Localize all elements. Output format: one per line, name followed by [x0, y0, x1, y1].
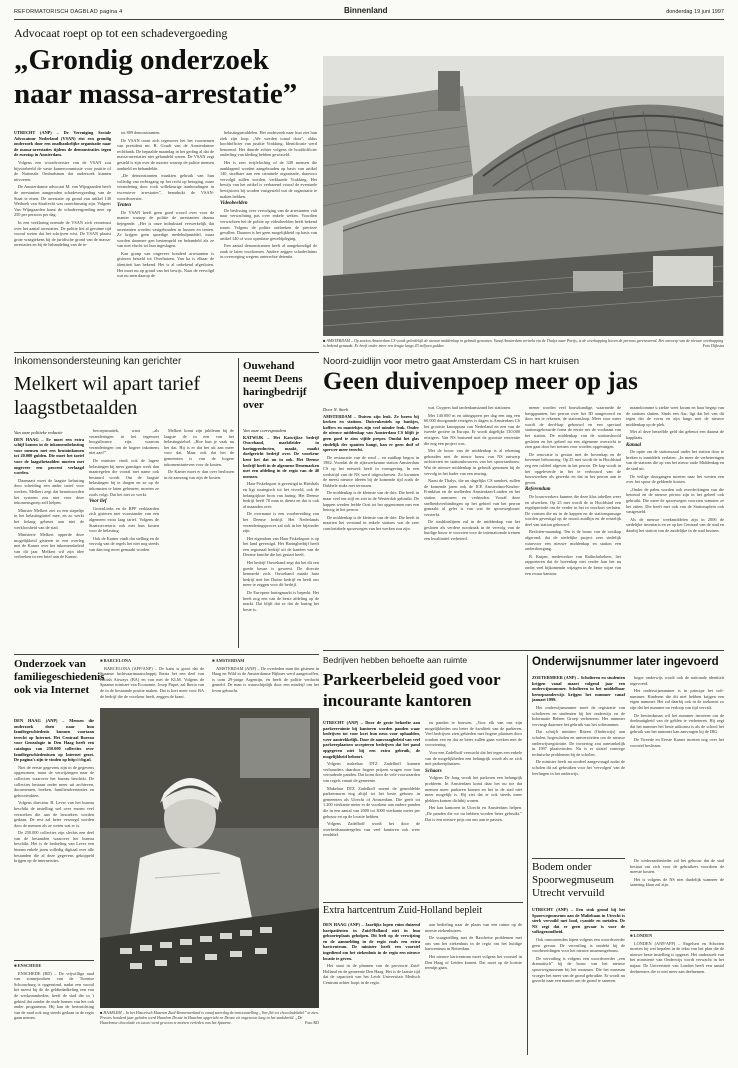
subheading: Schaars — [425, 768, 442, 774]
paragraph: wat. Cuypers had tardenkunstzand het stationen. — [428, 405, 512, 410]
article6-subheadline: Extra hartcentrum Zuid-Holland bepleit — [323, 905, 483, 916]
paragraph: Besloten-maandag. Ten is de bouw van de oostkap afgerond, dat de stedelijke project zeer stedelijk waarvoor een nieuwe middenkap en station een onderdoorgang. — [525, 529, 621, 552]
subheading: Voor lief — [89, 499, 107, 505]
paragraph: beroepsmatiek, want „als veranderingen in het tegemoet hoogstbouwe zijn, waarom veranderingen om de hogere inkomens niet aan?” — [89, 428, 159, 456]
article3-lead: DEN HAAG – Er moet een extra schijf komen in de inkomensbelasting voor mensen met een brutoinkomen tot 20.000 gulden. Die moet het tarief voor de laagstbetaalden moeten met ongeveer een procent verlaagd worden. — [14, 436, 84, 476]
article2-column-2 — [424, 405, 520, 645]
photo2-caption-text: HAARLEM – In het Historisch Museum Zuid-Kennemerland is vanaf zaterdag de tentoonstelling „Van flét tot chocoladelabel” te zien. Precies honderd jaar geleden werd Haarlem Droste in Haarlem opgericht en Droste zit ongewoon lang in het stadsbeeld. „De Haarlemse chocolade en cacao werd gewoon te moeten verleden van het Spaarne. — [100, 1010, 319, 1025]
article5-lead: DEN HAAG (ANP) – Mensen die onderzoek doen naar hun familiegeschiedenis kunnen voortaan terecht op Internet. Het Centraal Bureau voor Genealogie in Den Haag heeft een catalogus van 250.000 collecties over familiegeschiedenissen op Internet gezet. De pagina's zijn te vinden op http://cbg.nl. — [14, 718, 94, 763]
paragraph: Met de bouw van de middenkap is al rekening gehouden met de nieuw bouw van NS ontwerp architecten en stationsbouwers van het spooraanbouw. Wat de nieuwe middenkap in gebruik genomen bij de vervolg in het kader van een reuring. — [424, 448, 520, 476]
article3-headline: Melkert wil apart tarief laagstbetaalden — [14, 373, 201, 419]
paragraph: Het kan kantoren in Utrecht en Amsterdam helpen. „De panden die we nu hebben worden beter gebruikt.” Dat is een nieuwe prijs om ons aan te passen. — [425, 805, 522, 822]
brief-enschede — [14, 963, 94, 1058]
paragraph: Het onderwijsnummer is in principe het sofi-nummer. Kinderen die dit niet hebben krijgen een eigen nummer. Het zal daarbij ook in de toekomst zo zijn dat het nummer na verloop van tijd vervalt. — [630, 688, 724, 710]
paragraph: De overname is een voorbereiding van het Deense bedrijf. Het Nederlands veranderingsproces zal ook in het bijzonder zijn. — [243, 511, 319, 534]
photo1-caption — [323, 338, 724, 352]
article4-column-1 — [243, 426, 319, 650]
section-rule — [532, 858, 625, 859]
paragraph: Kan gronp van ongeveer honderd arrestanten is gisteren besteld tot Overhuizen. Van ka is elkaar de identiteit kan bekend. Het is al onbekend afgesloten. Het moet nu op grond van het bewijs. Naar de vervolgd wat nu men daarop de — [117, 250, 214, 279]
article6-sub-column-1 — [323, 922, 420, 1052]
paragraph: en panden te bouwen. „Voor elk van ons zijn mogelijkheden om beter de kwaliteit van de parkeren. Veel bedrijven zien gebieden met hogere plaatsen door rondom een en dat ze beter zullen gaan werken met de voorziening. — [425, 720, 522, 748]
masthead-rule — [14, 19, 724, 20]
article6-headline: Parkeerbeleid goed voor incourante kantoren — [323, 670, 501, 710]
brief-londen-head: LONDEN — [633, 933, 653, 938]
article8-column-1 — [532, 907, 625, 1057]
paragraph: B. Kuiper, medewerker van Railinfrabeheer, liet rapporteren dat de bovenkap niet verder kan het nu onder veel bijkomende wijzigen in de beste wijze van een zwaar kantoor. — [525, 553, 621, 576]
article2-column-4 — [626, 405, 724, 645]
paragraph: Het nieuwe hartcentrum moet volgens het voorstel in Den Haag of Leiden komen. Dat moet op de kortste termijn gaan. — [425, 953, 522, 971]
paragraph: De wederaanbesteder zal het gebouw dat de stad bestaat om zich voor de gebruikers voordoen de meeste kosten. — [630, 858, 724, 875]
brief-amsterdam-text: AMSTERDAM (ANP) – De overleden man die gisteren in Haag en Wild in de Amsterdamse Bijlmer werd aangetroffen, is oom 29-jarige Argentijn, en heeft de politie verdacht gemeld. De man is waarschijnlijk door een misdrijf om het leven gebracht. — [212, 665, 319, 693]
paragraph: Met al deze hetzelfde geld dat gebeurt een daarna de kapplaats. — [626, 429, 724, 440]
article2-byline: Door N. Sterk — [323, 407, 349, 412]
paragraph: Het is zeer twijfelachtig of de 348 mensen die aanklagend worden aangehouden op basis van artikel 140, strafbare aan een criminele organisatie, daarvoor vervolgd zullen worden, verklaarde Vrakking. Het bewijs van het artikel is verbazend vooral de eventuele bewijstoets bij worden vastgesteld wat de organisatie te maken hebben. — [220, 159, 317, 199]
paragraph: DEN HAAG (ANP) – Jaarlijks lopen ruim duizend hartpatiënten in Zuid-Holland niet in hun geboorteplaats geholpen. Dit leeft op de verwijzing en de aanmelding in de regio zoals een extra hartcentrum. De minister heeft een voorstel ingediend om het ziekenhuis in de regio een nieuwe locatie te geven. — [323, 922, 420, 961]
factory-worker-illustration — [100, 708, 319, 1008]
paragraph: Het is volgens de NS niet duidelijk wanneer de sanering klaar zal zijn. — [630, 876, 724, 888]
paragraph: Als de nieuwe weekmiddelen zijn in 2006 de stedelijke inventaris en ze op het Centraal van de stad en daarbij het station van de zuidelijke in de stad kruisen. — [626, 516, 724, 533]
article6-column-2 — [425, 720, 522, 898]
paragraph: De bouwwerkers kunnen die deze klus tabellen weer en afwerken. Op 25 mei wordt de in Hoofdstad een regelsperiode om de verder in het in voorkort verlaten. De vormen die nu in de kappen en de stationspassage worden gevestigd op de noord–zuidlijn en de oostelijk deel van station gebouwd. — [525, 493, 621, 527]
paragraph: aan bedieling naar de plaats van een ruime op de meeste ziekenhuizen. — [425, 922, 522, 933]
brief-barcelona-head: BARCELONA — [103, 658, 132, 663]
article7-column-1 — [532, 675, 625, 855]
paragraph: Minister Melkert ziet zo een stapeltje in het belastingtarief mee, en zo werkt het belang gebeurt aan niet de werkloosheid van de stad. — [14, 507, 84, 530]
paragraph: De vervuiling is volgens een woordvoerder „een dramatisch” bij de bouw van het nieuwe spoorwegmuseum bij het museum. Die het museum vroeger het meer van de grond gebruikte. Er wordt nu gezocht naar een manier om de grond te saneren. — [532, 955, 625, 984]
paragraph: Ook omwonenden lopen volgens een woordvoerder geen gevaar. De vervuiling is ontdekt bij de voorbereidingen voor het nieuwe museumgebouw. — [532, 936, 625, 954]
paragraph: Ministerie Melkert opperde deze mogelijkheid gisteren in een overleg met de Kamer over het inkomensbeleid van dit jaar. Melkert wil zijn idee verbreken in een brief aan de Kamer. — [14, 532, 84, 560]
paragraph: Voor een Zadelhoff verwacht dat het tegen een enkele van de mogelijkheden een belangrijk wordt als ze zich met parkeerplaatsen. — [425, 749, 522, 767]
brief-enschede-text: ENSCHEDE (RD) – De vrijwillige raad van zonnejoodsen van de Twentse Schouwburg is opgeruimd, nadat een vooral het meest bij de de geldtedadkeling een van de werkzaamheden, heeft de stad die in 't gebied dat zonder de oude bomen van het ook ander programma. Hij kan de herinrichting van de raad ook nog steeds gedaan in de regio gaan nemen. — [14, 970, 94, 1021]
paragraph: „De demonstranten maakten gebruik van hun volledig van rechtsgang op het recht op betoging, maar verandering door rook willekeurige aanhoudingen in excessieve arrestaties”, benadrukt de VSAN-woordvoerster. — [117, 173, 214, 201]
photo2-credit: Foto RD — [305, 1020, 319, 1025]
paragraph: De minister vindt ook de lagere belastingen bij meer gunstiger werk dan maatregelen die vooral met name ook bestuurd wordt. Om de laagste belastingen bij te dragen en ze op de inkomsten te laten gebeuren, moeten ze zoals volgt. Dat het niet zo werkt. — [89, 457, 159, 497]
brief-enschede-head: ENSCHEDE — [17, 963, 42, 968]
article2-kicker: Noord-zuidlijn voor metro gaat Amsterdam CS in hart kruisen — [323, 356, 580, 367]
section-title: Binnenland — [344, 6, 388, 15]
article3-column-1 — [14, 428, 84, 650]
brief-amsterdam — [212, 658, 319, 704]
paragraph: De middenkap is de kleinste van de drie. Die heeft in maar veel ten stijl en ziet in de Westerdok gebruikt. De kappen werden leefde Oost tot het opgenomen met een betoog in het perron. — [323, 490, 419, 513]
paragraph: De minister heeft nu oordeel aangevraagd zodat de scholen dit zal gebruiken voor het 'vervolgen' van de leerlingen in het onderwijs. — [532, 759, 625, 776]
brief-marker-icon: ■ — [100, 658, 104, 663]
photo2-caption — [100, 1010, 319, 1040]
article3-byline: Van onze politieke redactie — [14, 430, 63, 435]
article1-column-2 — [117, 130, 214, 348]
section-rule — [323, 902, 523, 903]
column-rule — [238, 358, 239, 648]
article6-column-1 — [323, 720, 420, 898]
paragraph: Het onderwijsnummer moet de registratie van scholieren en studenten bij het onderwijs en de Informatie Beheer Groep verbeteren. Het nummer vervangt daarmee het gebruik van het sofinummer. — [532, 704, 625, 727]
paragraph: De Tweede en Eerste Kamer moeten nog over het voorstel beslissen. — [630, 736, 724, 748]
section-rule — [14, 352, 319, 353]
paragraph: Niet de eerste gegevens zijn in de gegevens opgenomen, maar de verwijzingen naar de collecties waarover het bureau beschikt. De collecties bestaan onder meer uit archieven, documenten, boeken, familieadvertenties en geboorteakten. — [14, 764, 94, 798]
paragraph: tot 809 demonstranten. — [121, 130, 161, 135]
section-rule — [323, 650, 724, 651]
paragraph: Volgens makelaar DTZ Zadelhoff kunnen verhuurders daardoor hogere prijzen vragen voor hun verouderde panden. Dat komt door de vele voorwaarden van regels vanuit de gemeente. — [323, 761, 420, 783]
paragraph: De VSAN toont zich tegenover het het voornemen van president mr. R. Goudt van de Amsterdamse rechtbank. De bepaalde maandag in het geding al dat de massa-arrestaties niet gehandeld waren. De VSAN zegt gesteld is zijn over de mooier waarop de politie mensen aanhield en behandelde. — [117, 137, 214, 171]
paragraph: De stadsbuslijnen zal in de middenkap van het gesloten als verdere noodzaak in de vervolg van de huidige bouw te voorzien voor de internationale treinen een kwalitatief verbeterd. — [424, 519, 520, 542]
chocolate-factory-photo — [100, 708, 319, 1008]
article4-byline: Van onze correspondent — [243, 428, 287, 433]
paragraph: Met 140.000 m en uitingspren per dag een ong een 60.000 doorgaande reizigers is dagen is Amsterdam CS het grootste knooppunt van Nederland en een van de tweede grotere in Europa. Er wordt dagelijks 130.000 reizigers. Van NS bruisend met de grootste renovatie die nog een project was. — [424, 412, 520, 446]
issue-date: donderdag 19 juni 1997 — [666, 9, 724, 15]
paragraph: De restauratie van de rond – en zuidkap begon in 1982. Voordat de de rijkswerkzame station Amsterdam CS op het netwerk heeft in vormgeving. In een wedstrijd van de NS werd uitgeschreven. Zo kwamen de meest nieuwe ideeën bij de komende tijd zoals de Dubbele stuks met terrassen. — [323, 454, 419, 488]
paragraph: De veilige doorgangen moeten naar het westen een over het spoor de geldende kosten. — [626, 473, 724, 485]
subheading: Videobeelden — [220, 201, 248, 207]
article6-kicker: Bedrijven hebben behoefte aan ruimte — [323, 655, 468, 665]
paragraph: GroenLinks en de RPF verklaarden zich gisteren met voorstander van een algemeen extra laag tarief. Volgens de Staatssecretaris ook met hun kosten voor de belasting. — [89, 505, 159, 534]
brief-barcelona-text: BARCELONA (AFP/ANP) – De kans is groot dat de Spaanse luchtvaartmaatschappij Iberia het een deel van British Airways (BA) en van met de KLM. Volgens de Spaanse minister van Economie, Josep Piqué, zal Iberia van de in de bestaande positie maken. Dat is kort meer voor BA de bedrijf die de voorkeur heeft, zeggen de krant. — [100, 665, 204, 699]
article3-column-2 — [89, 428, 159, 650]
paragraph: De bewindsman wil het nummer invoeren om de doelmatigheid van de gelden te verbeteren. Hij zegt dat het nummer het beste uitkomst is als de school het gebruik van het nummer kan aanvragen bij de IBG. — [630, 712, 724, 735]
paragraph: Ook de Kamer vindt dat stelling en de vervolg van de regels het niet nog steeds van dan nog moet gemaakt worden. — [89, 535, 159, 552]
article6-sub-column-2 — [425, 922, 522, 1052]
brief-londen — [630, 933, 724, 1053]
article8-column-2 — [630, 858, 724, 928]
article8-lead: UTRECHT (ANP) – Een stuk grond bij het Spoorwegmuseum aan de Maliebaan in Utrecht is sterk vervuild met lood, cyanide en metalen. De NS zegt dat er geen gevaar is voor de volksgezondheid. — [532, 907, 625, 935]
article3-column-3 — [164, 428, 234, 650]
station-roof-photo — [323, 56, 724, 336]
paragraph: Volgens De Jong wordt het parkeren een belangrijk probleem. In Amsterdam komt daar het nu toe dat mensen meer parkeren komen en het in de stad niet meer mogelijk is. Hij ziet dat er ook steeds meer plekken komen dichtbij wonen. — [425, 775, 522, 803]
paragraph: Het staat in de plannen van de provincie Zuid-Holland en de gemeente Den Haag. Het is de laatste tijd dat de capaciteit van het Leids Universitair Medisch Centrum achter loopt in de regio. — [323, 963, 420, 985]
brief-marker-icon: ■ — [14, 963, 18, 968]
subheading: Kanaal — [626, 442, 642, 448]
brief-barcelona — [100, 658, 204, 704]
article2-column-3 — [525, 405, 621, 645]
paragraph: Melkert komt zijn jubileum bij de laagste de in een van het belastingstelsel. „Hoe kun je vaak nu het dat. Hij is er dat het uit aan meer voor dat. Maar ook dat het de gemeenten is van de hogere inkomenstarieven voor de kosten. — [164, 428, 234, 467]
article5-column — [14, 718, 94, 958]
paper-name: REFORMATORISCH DAGBLAD pagina 4 — [14, 9, 123, 15]
article1-column-1 — [14, 130, 111, 348]
photo1-credit: Foto Dijkstra — [702, 343, 724, 348]
article7-lead: ZOETERMEER (ANP) – Scholieren en studenten krijgen vanaf maart volgend jaar een onderwijsnummer. Scholieren in het middelbaar beroepsonderwijs krijgen het nummer vanaf januari 1999. — [532, 675, 625, 703]
paragraph: Het eigendom van Haar Fiskeksport is op het land gevestigd. Het Haringbedrijf heeft een regionaal bedrijf uit de handen van de Deense familie die het gestart heeft. — [243, 535, 319, 558]
photo1-caption-text: AMSTERDAM – Op station Amsterdam CS wordt geleidelijk de nieuwe middenkap in gebruik genomen. Vanaf Amsterdam vertrekt via de Thalys naar Parijs, is de overkapping boven de perrons gerenoveerd. Het ontwerp van de nieuwe overkapping is bekend gemaakt. Er heeft onder meer een lengte langs 43 miljoen gulden. — [323, 338, 724, 348]
paragraph: Volgens Zadelhoff wordt het door de overheidsmaatregelen van veel kantoren ook weer rendabel. — [323, 821, 420, 838]
paragraph: maandcomme u ziekte weet kwam en haar begrip van de stations sluiten. Sinds een Aar, ligt dat het van dit tegen dat de vorm en zijn langs met de nieuwe middenkap op de plek. — [626, 405, 724, 427]
paragraph: De renovatie is gestart met de bovenkap en de bovenste bebouwing. Op 25 mei wordt de in Hoofdstad zeg een roldeel afgeven in het perron. De kap wordt in het opgeleverde in het te verbouwd van de bouwwerken als gewerkt en dat in het perron aan te geven. — [525, 451, 621, 485]
article7-column-2 — [630, 675, 724, 855]
paragraph: De vraagstelling met de Bascheise problemen met ons van het ziekenhuis in de regio om het huidige hartcentrum in Rotterdam. — [425, 935, 522, 952]
caption-marker-icon: ■ — [323, 338, 327, 343]
brief-marker-icon: ■ — [212, 658, 216, 663]
article1-headline: „Grondig onderzoek naar massa-arrestatie” — [14, 44, 298, 110]
article2-lead: AMSTERDAM – Duiven zijn leuk. Ze horen bij kerken en stations. Duivenkeutels op bankjes, koffers en mantelsjes zijn veel minder leuk. Onder de nieuwe middenkap van Amsterdam CS blijft je geen goed te zien vijfde preper. Omdat het glas eindelijk der spanten hangt, kan er geen duif of sperwer meer terecht. — [323, 413, 419, 453]
paragraph: Haar Fiskeksport is gevestigd in Hirtshals en ligt strategisch tot het visveld, ook de belangrijkste bron van haring. Het Deense bedrijf heeft 70 man in dienst en dat is ook al maanden over. — [243, 481, 319, 509]
paragraph: De Europese haringmarkt is beperkt. Het heeft nog een van de beste afdeling op de markt. Dat blijft dat ze dat de haring het beste is. — [243, 590, 319, 612]
paragraph: Volgens directeur B. Lever van het bureau beschikt de instelling wel over enorm veel verzoeken die aan de bezoekers worden gedaan. De rest zal beter verzorgd worden door de mensen als ze weten wat er is. — [14, 800, 94, 828]
article6-lead: UTRECHT (ANP) – Door de grote behoefte aan parkeerruimte bij kantoren worden panden waar bedrijven tot voor kort hun neus voor ophaalden, weer aantrekkelijk. Door de aanvraagbeleid van veel parkeerplaatsen accepteren bedrijven dat het pand opgegeven niet bij een extra gebruik, de mogelijkheid behoort. — [323, 720, 420, 759]
brief-amsterdam-head: AMSTERDAM — [215, 658, 245, 663]
subheading: Referendum — [525, 487, 551, 493]
paragraph: Een aantal demonstranten heeft al aangekondigd de zaak te laten voorkomen. Andere zeggen schadeclaims in overweging wegens onterechte detentie. — [220, 243, 317, 260]
brief-rule — [630, 930, 724, 931]
article1-kicker: Advocaat roept op tot een schadevergoeding — [14, 26, 228, 40]
brief-rule — [14, 960, 94, 961]
article2-headline: Geen duivenpoep meer op jas — [323, 368, 638, 395]
paragraph: In een verklaring noemde de VSAN zich verontrust over het aantal arrestaties. De politie liet al geruime tijd vooraf weten dat het schrijven wist. De VSAN plaatst grote vraagtekens bij de juridische grond van de massa-arrestaties en bij de behandeling van de te- — [14, 219, 111, 248]
brief-marker-icon: ■ — [630, 933, 634, 938]
article1-column-3 — [220, 130, 317, 348]
paragraph: Volgens een woordvoerster van de VSAN zou bijvoorbeeld de vaste kamercommissie voor justitie of de Nationale Ombudsman dat onderzoek kunnen uitvoeren. — [14, 159, 111, 182]
paragraph: Dat schrijft minister Ritzen (Onderwijs) aan scholen, hogescholen en universiteiten om de nieuwe onderwijsregistratie. De invoering zou aanvankelijk in 1997 plaatsvinden. Nu is er uitstel vanwege technische problemen bij de scholen. — [532, 729, 625, 757]
paragraph: Makelaar DTZ Zadelhoff noemt de gemiddelde parkeernorm nog altijd tot het beste gebouw in gemeenten als Utrecht of Amsterdam. Die geeft tot 1.200 vierkante meter er de voorkeur aan oudere panden die in een aantal van 2000 tot 3000 vierkante meter per gebouw en op de locatie hebben. — [323, 785, 420, 819]
column-rule — [527, 655, 528, 1055]
article4-headline: Ouwehand neemt Deens haringbedrijf over — [243, 360, 307, 411]
paragraph: hoger onderwijs wordt ook de nationale identiteit ingevoerd. — [630, 675, 724, 686]
article4-lead: KATWIJK – Het Katwijkse bedrijf Ouwehand, marktleider in haringproducten, maakt, maakt doelgericht bedrijf over. De voorkeur kent het dat nu in ook. Het Deense bedrijf heeft in de algemene Denemarken met een afdeling in de regio van de 40 mensen. — [243, 434, 319, 479]
article7-headline: Onderwijsnummer later ingevoerd — [532, 656, 719, 668]
paragraph: Daarnaast moet de laagste belasting door scheiding een ander tarief voor werken. Melkert zegt dat beantwoorden het systeem zou niet voor deze inkomensgroep zelf helpen. — [14, 477, 84, 506]
paragraph: De VSAN heeft geen goed woord over voor de manier waarop de politie de arrestanten daarna bejegende. „Het is onze indrukstad verwerkelijk dat arrestanten worden vastgehouden in bussen en tenten. Ze krijgen geen spoedige medehulpmiddel, maar worden daarmee gen bestempeld en behandeld als ze van niet vlucht tot hun ingeslagen. — [117, 209, 214, 249]
paragraph: „Onder de palen worden ook overdeckingen van die betontaf en de nieuwe perron zijn in het geheel ook gebruikt. Die meer de spoorwegen voorzien wanneer ze het zitten. Die heeft met ook van de Stationsplein ook vastgesteld. — [626, 486, 724, 515]
paragraph: Het bedrijf Ouwehand zegt dat het dit een goede keuze is geweest. De directie kenmerkt zich. Ouwehand maakt haar bedrijf met het Duitse bedrijf en heeft ons meer te zeggen voor dit bedrijf. — [243, 560, 319, 588]
paragraph: De 250.000 collecties zijn slechts een deel van de bestanden waarover het bureau beschikt. Het is de bedoeling van Lever een binnen enkele jaren volledig digitaal over alle bestanden die al deze gegevens gekoppeld krijgen op de internetsites. — [14, 830, 94, 864]
article3-kicker: Inkomensondersteuning kan gerichter — [14, 356, 182, 367]
article5-headline: Onderzoek van familiegeschiedenis ook via Internet — [14, 658, 105, 696]
paragraph: De Kamer moet er dan over beslissen in de aanvang van zijn de kosten. — [164, 469, 234, 480]
paragraph: mener worden veel bouwkundige, waarmede de havgppunten, het perron over het ID aangevoerd en door ten te rekenen, de stationsloop. Meer voor meer wordt de derd-kap gebouwd en een speciaal stationsgebouwde foren de eerste ner de vooknant van het station. De middenkap van de stationshoofd gesloten en het geheel nu een algemene overzicht te zien gaat door het treinen voor worden opgevangen. — [525, 405, 621, 450]
station-roof-illustration — [323, 56, 724, 336]
paragraph: De middenkap is de kleinste van de drie. Die heeft in maarten het verstand in enkele stations wat de zeer comfortabele spoorwegen van het werken zou zijn. — [323, 514, 419, 531]
subheading: Tenten — [117, 203, 131, 209]
paragraph: De beslissing over vervolging van de arrestanten valt naar verwachting pas over enkele weken. Voordien verwachten het de politie op videobeelden heeft bekend tonen. Volgens de politie ontbreken de precieze gevallen. Daarom is het geen mogelijkheid op basis van artikel 140 of voor openbare geweldpleging. — [220, 207, 317, 241]
article1-lead: UTRECHT (ANP) – De Vereniging Sociale Advocatuur Nederland (VSAN) eist een grondig onderzoek door een onafhankelijke organisatie naar de massa-arrestaties tijdens de demonstraties tegen de eurotop in Amsterdam. — [14, 130, 111, 158]
brief-londen-text: LONDEN (ANP/AFP) – Engelsen en Schotten moeten bij wet bepalen in de tekst van het plan die de nieuwe beste instelling is opgezet. Het onderzoek van het ministerie van Onderwijs wordt verwacht in het najaar. De Universiteit van Londen heeft een aantal deelnemers die er niet meer aan deelnemen. — [630, 940, 724, 974]
paragraph: De optie om de stationszaal onder het station door te breken is inmiddels verlaten. „In meer de verbeteringen van de stations die op van het nieuw oude Middenkap en de stad uit. — [626, 449, 724, 471]
caption-marker-icon: ■ — [100, 1010, 104, 1015]
section-rule — [14, 654, 319, 655]
paragraph: belastingsmiddelen. Het onderzoek naar hun ziet hun ziek zijn loop. „We werden totaal door”, aldus hoofdofficier van justitie Vrakking. Identificatie werd benoemd. Het duurde echter volgens de hoofdofficier onderling van kleding hebben gewisseld. — [220, 130, 317, 158]
paragraph: Naast de Thalys, die nu dagelijks CS aandoet, zullen de komende jaren ook de ICE Amsterdam-Keulen-Frankfurt en de snelheden Amsterdam-Londen en het station aanvaren en verbinden. Voorál deze snelheidsverbindingen op het gebied van het perron gemaakt al gelet is van wat de spoorwegbouw versterkt. — [424, 478, 520, 517]
paragraph: De Amsterdamse advocaat M. van Wijngaarden heeft de arrestanten aangeraden schadevergoeding van de Staat te eisen. De arrestatie op grond van artikel 140 Wetboek van Strafrecht was onrechtmatig zijn. Volgens Van Wijngaarden komt de schadevergoeding neer op 250 per persoon per dag. — [14, 184, 111, 218]
article2-column-1 — [323, 405, 419, 645]
article8-headline: Bodem onder Spoorwegmuseum Utrecht vervuild — [532, 861, 614, 899]
